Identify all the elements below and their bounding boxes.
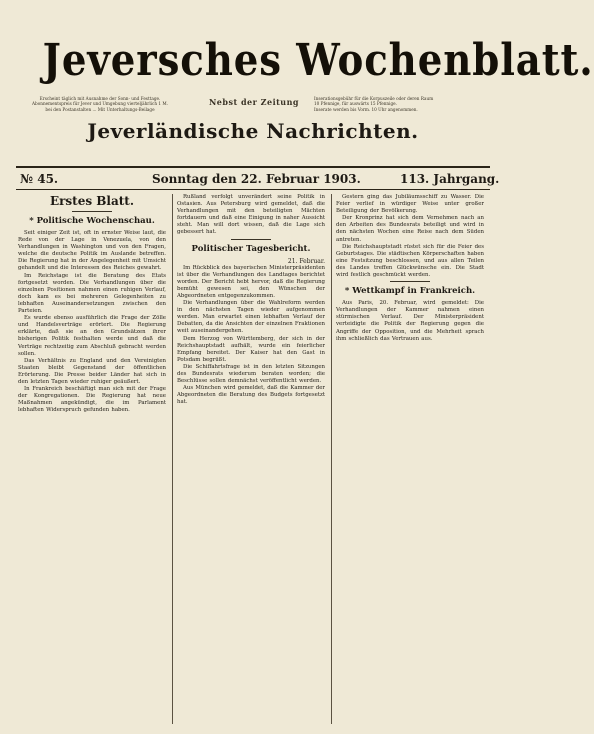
issue-number: № 45. xyxy=(20,172,59,186)
section-heading: * Politische Wochenschau. xyxy=(29,216,155,226)
article-paragraph: Gestern ging das Jubiläumsschiff zu Wasser. Die Feier verlief in würdiger Weise unter großer Beteiligung der Bevölkerung. xyxy=(336,194,484,215)
column-divider xyxy=(172,194,173,724)
article-paragraph: Seit einiger Zeit ist, oft in ernster Weise laut, die Rede von der Lage in Venezuela, von den Verhandlungen in Washington und von den Fragen, welche die deutsche Politik im Auslande betreffen. Die Regierung hat in der Angelegenheit mit Umsicht gehandelt und die Interessen des Reiches gewahrt. xyxy=(18,230,166,272)
article-paragraph: Die Verhandlungen über die Wahlreform werden in den nächsten Tagen wieder aufgenommen werden. Man erwartet einen lebhaften Verlauf der Debatten, da die Ansichten der einzelnen Fraktionen weit auseinandergehen. xyxy=(177,300,325,335)
subtitle: Jeverländische Nachrichten. xyxy=(87,119,419,143)
article-paragraph: Aus München wird gemeldet, daß die Kammer der Abgeordneten die Beratung des Budgets fortgesetzt hat. xyxy=(177,385,325,406)
section-rule xyxy=(231,239,271,240)
article-paragraph: Es wurde ebenso ausführlich die Frage der Zölle und Handelsverträge erörtert. Die Regierung erklärte, daß sie an den Grundsätzen ihrer bisherigen Politik festhalten werde und daß die Verträge rechtzeitig zum Abschluß gebracht werden sollen. xyxy=(18,315,166,357)
header-rule xyxy=(16,166,490,168)
section-heading: * Wettkampf in Frankreich. xyxy=(344,286,476,297)
subscription-info xyxy=(20,96,180,112)
advertising-line: 10 Pfennige, für auswärts 15 Pfennige. xyxy=(314,101,397,107)
supplement-label: Nebst der Zeitung xyxy=(208,97,300,107)
column-3 xyxy=(336,194,484,724)
dateline xyxy=(14,170,500,188)
column-2 xyxy=(177,194,325,724)
subscription-line: bei den Postanstalten ... Mit Unterhaltungs-Beilage xyxy=(45,106,155,112)
section-rule xyxy=(390,281,430,282)
advertising-info xyxy=(314,96,486,112)
advertising-line: Inserate werden bis Vorm. 10 Uhr angenommen. xyxy=(314,106,418,112)
masthead xyxy=(14,28,594,94)
article-paragraph: Aus Paris, 20. Februar, wird gemeldet: Die Verhandlungen der Kammer nahmen einen stürmischen Verlauf. Der Ministerpräsident verteidigte die Politik der Regierung gegen die Angriffe der Opposition, und die Mehrheit sprach ihm schließlich das Vertrauen aus. xyxy=(336,300,484,342)
article-paragraph: Im Reichstage ist die Beratung des Etats fortgesetzt worden. Die Verhandlungen über die einzelnen Positionen nahmen einen ruhigen Verlauf, doch kam es bei mehreren Gelegenheiten zu lebhaften Auseinandersetzungen zwischen den Parteien. xyxy=(18,272,166,315)
subscription-line: Erscheint täglich mit Ausnahme der Sonn- und Festtage. xyxy=(39,96,161,101)
advertising-line: Inserationsgebühr für die Korpuszeile oder deren Raum xyxy=(314,96,434,101)
article-paragraph: Dem Herzog von Württemberg, der sich in der Reichshauptstadt aufhält, wurde ein feierlicher Empfang bereitet. Der Kaiser hat den Gast in Potsdam begrüßt. xyxy=(177,335,325,363)
dateline-local: 21. Februar. xyxy=(287,257,325,265)
dateline-rule xyxy=(16,189,490,190)
volume-year: 113. Jahrgang. xyxy=(400,172,500,186)
column-divider xyxy=(331,194,332,724)
section-heading: Politischer Tagesbericht. xyxy=(191,243,311,254)
article-paragraph: In Frankreich beschäftigt man sich mit der Frage der Kongregationen. Die Regierung hat neue Maßnahmen angekündigt, die im Parlament lebhaften Widerspruch gefunden haben. xyxy=(18,386,166,414)
article-paragraph: Die Schiffahrtsfrage ist in den letzten Sitzungen des Bundesrats wiederum beraten worden; die Beschlüsse sollen demnächst veröffentlicht werden. xyxy=(177,363,325,385)
article-paragraph: Der Kronprinz hat sich dem Vernehmen nach an den Arbeiten des Bundesrats beteiligt und wird in den nächsten Wochen eine Reise nach dem Süden antreten. xyxy=(336,215,484,243)
article-paragraph: Im Rückblick des bayerischen Ministerpräsidenten ist über die Verhandlungen des Landtages berichtet worden. Der Bericht hebt hervor, daß die Regierung bemüht gewesen sei, den Wünschen der Abgeordneten entgegenzukommen. xyxy=(177,264,325,299)
newspaper-page xyxy=(14,10,594,726)
article-paragraph: Das Verhältnis zu England und den Vereinigten Staaten bleibt Gegenstand der öffentlichen Erörterung. Die Presse beider Länder hat sich in den letzten Tagen wieder ruhiger geäußert. xyxy=(18,357,166,385)
issue-date: Sonntag den 22. Februar 1903. xyxy=(152,172,361,186)
column-1 xyxy=(18,194,166,724)
masthead-title: Jeversches Wochenblatt. xyxy=(42,35,594,86)
title-rule xyxy=(72,211,112,212)
article-paragraph: Die Reichshauptstadt rüstet sich für die Feier des Geburtstages. Die städtischen Körperschaften haben eine Festsitzung beschlossen, und aus allen Teilen des Landes treffen Glückwünsche ein. Die Stadt wird festlich geschmückt werden. xyxy=(336,243,484,279)
subscription-line: Abonnementspreis für Jever und Umgebung vierteljährlich 1 M. xyxy=(32,101,168,107)
section-title: Erstes Blatt. xyxy=(49,194,135,208)
article-paragraph: Rußland verfolgt unverändert seine Politik in Ostasien. Aus Petersburg wird gemeldet, daß die Verhandlungen mit den beteiligten Mächten fortdauern und daß eine Einigung in naher Aussicht steht. Man will dort wissen, daß die Lage sich gebessert hat. xyxy=(177,194,325,236)
